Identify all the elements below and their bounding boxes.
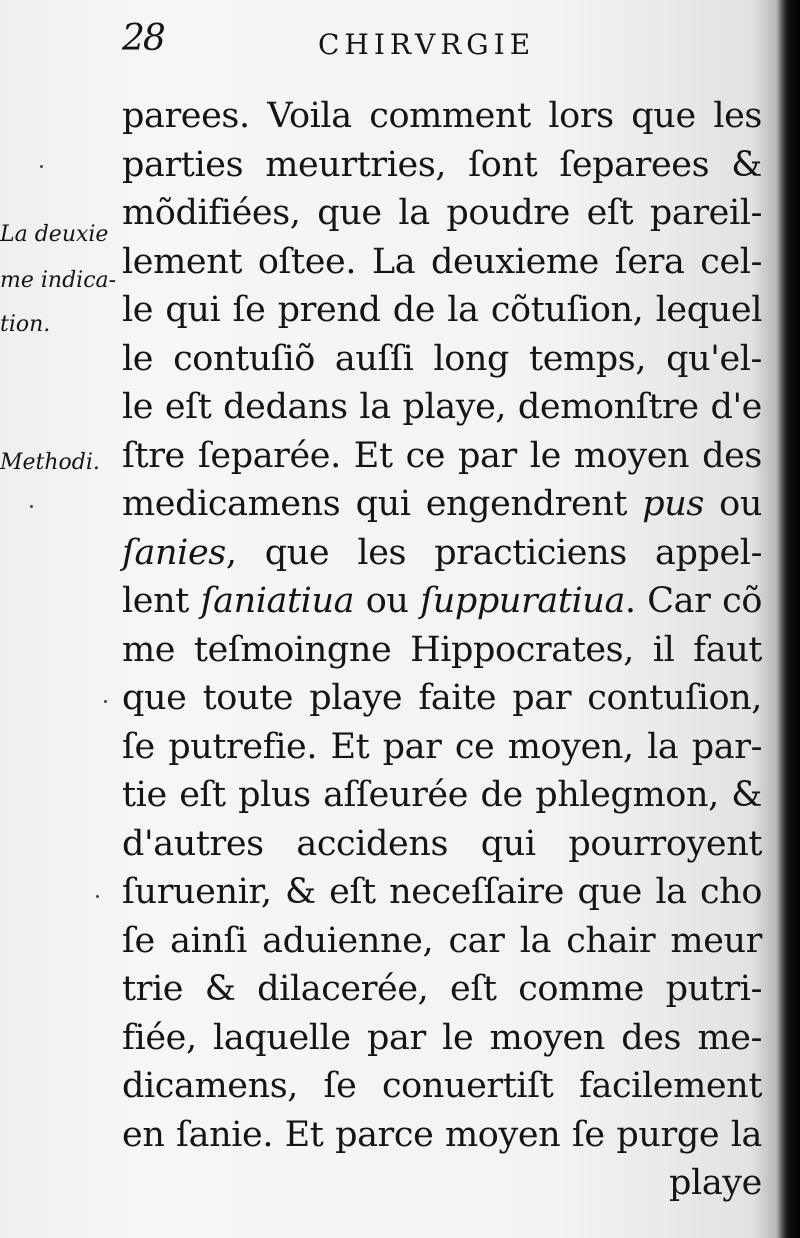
- page-number: 28: [122, 18, 164, 59]
- text-line: le qui ſe prend de la cõtuſion, lequel: [122, 290, 762, 330]
- text-line: mõdifiées, que la poudre eſt pareil-: [122, 193, 762, 233]
- text-line: le contuſiõ auſſi long temps, qu'el-: [122, 338, 762, 379]
- binding-gutter-shadow: [778, 0, 800, 1238]
- text-line: parees. Voila comment lors que les: [122, 96, 762, 136]
- running-head: CHIRVRGIE: [318, 28, 536, 61]
- text-line: ſe ainſi aduienne, car la chair meur: [122, 920, 762, 961]
- main-text-block: [122, 92, 762, 1208]
- margin-note-1: La deuxie: [0, 222, 109, 247]
- ink-speck: [40, 165, 43, 168]
- text-line: que toute playe faite par contuſion,: [122, 678, 762, 718]
- text-line: parties meurtries, ſont ſeparees &: [122, 144, 762, 185]
- ink-speck: [104, 700, 107, 703]
- text-line: tie eſt plus aſſeurée de phlegmon, &: [122, 775, 762, 815]
- text-line: ſe putrefie. Et par ce moyen, la par-: [122, 726, 762, 767]
- text-line: ſtre ſeparée. Et ce par le moyen des: [122, 435, 762, 476]
- text-line: medicamens qui engendrent pus ou: [122, 484, 762, 524]
- catchword-line: playe: [669, 1163, 762, 1203]
- text-line: ſanies, que les practiciens appel-: [122, 532, 762, 573]
- margin-note-4: Methodi.: [0, 450, 100, 475]
- text-line: dicamens, ſe conuertiſt facilement: [122, 1066, 762, 1106]
- text-line: lent ſaniatiua ou ſuppuratiua. Car cõ: [122, 581, 763, 621]
- margin-note-2: me indica-: [0, 268, 116, 293]
- ink-speck: [96, 895, 99, 898]
- text-line: le eſt dedans la playe, demonſtre d'e: [122, 387, 762, 427]
- text-line: ſuruenir, & eſt neceſſaire que la cho: [122, 872, 762, 912]
- text-line: trie & dilacerée, eſt comme putri-: [122, 969, 762, 1009]
- page-header: [118, 18, 758, 78]
- text-line: en ſanie. Et parce moyen ſe purge la: [122, 1114, 762, 1155]
- ink-speck: [30, 505, 33, 508]
- text-line: fiée, laquelle par le moyen des me-: [122, 1017, 762, 1058]
- text-line: d'autres accidens qui pourroyent: [122, 823, 762, 864]
- text-line: lement oſtee. La deuxieme ſera cel-: [122, 241, 762, 282]
- text-line: me teſmoingne Hippocrates, il faut: [122, 629, 762, 670]
- margin-note-3: tion.: [0, 312, 51, 337]
